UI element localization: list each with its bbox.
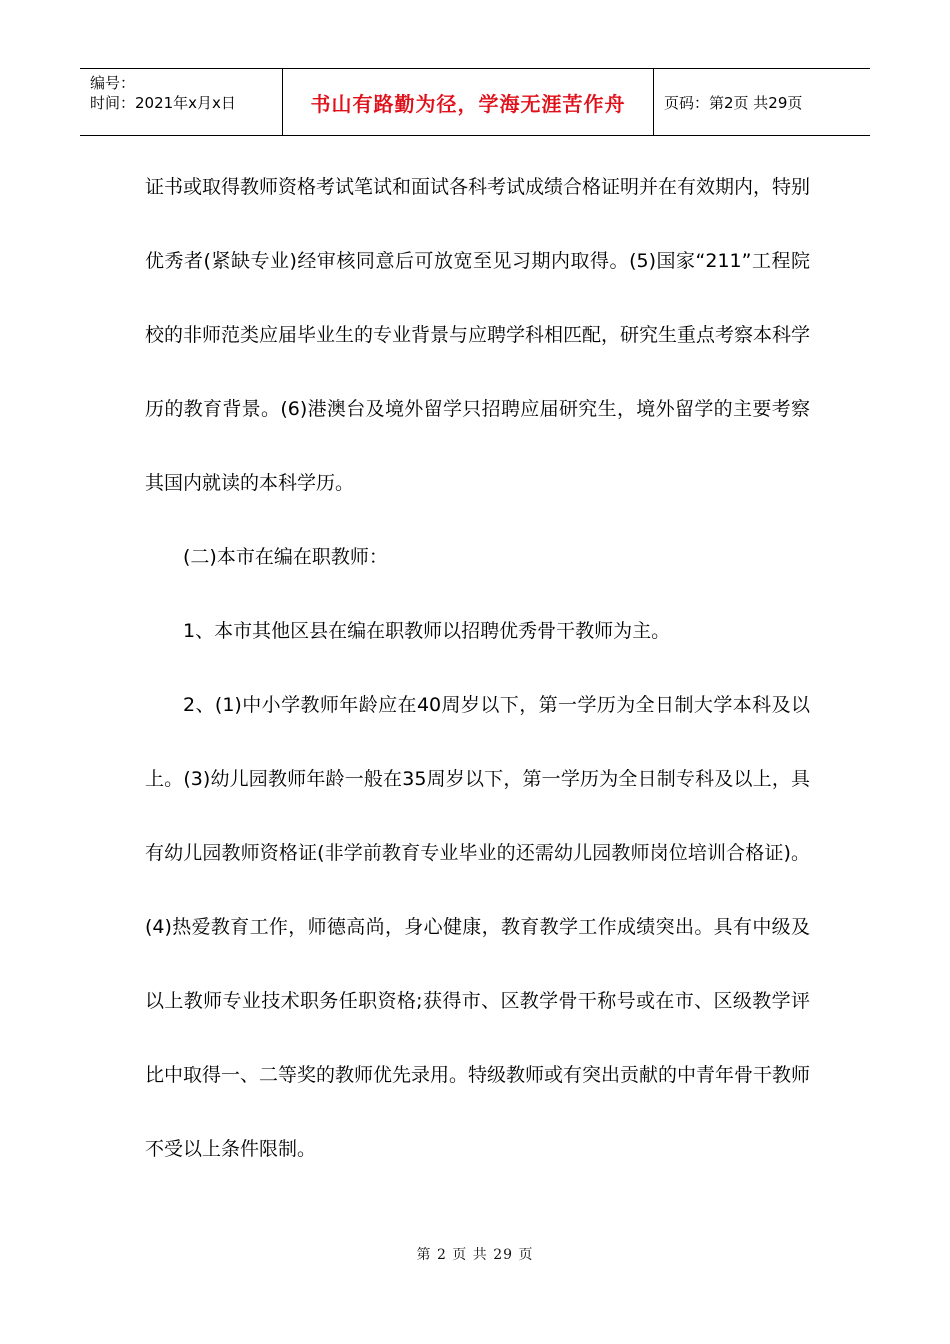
- document-number-label: 编号：: [90, 74, 136, 92]
- document-body: [145, 150, 810, 1186]
- paragraph-item-2: 2、(1)中小学教师年龄应在40周岁以下，第一学历为全日制大学本科及以上。(3)幼儿园教师年龄一般在35周岁以下，第一学历为全日制专科及以上，具有幼儿园教师资格证(非学前教育专业毕业的还需幼儿园教师岗位培训合格证)。(4)热爱教育工作，师德高尚，身心健康，教育教学工作成绩突出。具有中级及以上教师专业技术职务任职资格;获得市、区教学骨干称号或在市、区级教学评比中取得一、二等奖的教师优先录用。特级教师或有突出贡献的中青年骨干教师不受以上条件限制。: [145, 694, 811, 1160]
- header-meta: [80, 69, 282, 135]
- paragraph-continuation: 证书或取得教师资格考试笔试和面试各科考试成绩合格证明并在有效期内，特别优秀者(紧缺专业)经审核同意后可放宽至见习期内取得。(5)国家“211”工程院校的非师范类应届毕业生的专业背景与应聘学科相匹配，研究生重点考察本科学历的教育背景。(6)港澳台及境外留学只招聘应届研究生，境外留学的主要考察其国内就读的本科学历。: [145, 176, 811, 494]
- header-motto: 书山有路勤为径，学海无涯苦作舟: [282, 69, 654, 135]
- section-heading: (二)本市在编在职教师：: [183, 546, 388, 568]
- header-page-info: 页码：第2页 共29页: [664, 93, 803, 112]
- page-footer: 第 2 页 共 29 页: [416, 1247, 534, 1263]
- paragraph-item-1: 1、本市其他区县在编在职教师以招聘优秀骨干教师为主。: [183, 620, 671, 642]
- page-header: [80, 68, 870, 136]
- document-date: 时间：2021年x月x日: [90, 94, 236, 112]
